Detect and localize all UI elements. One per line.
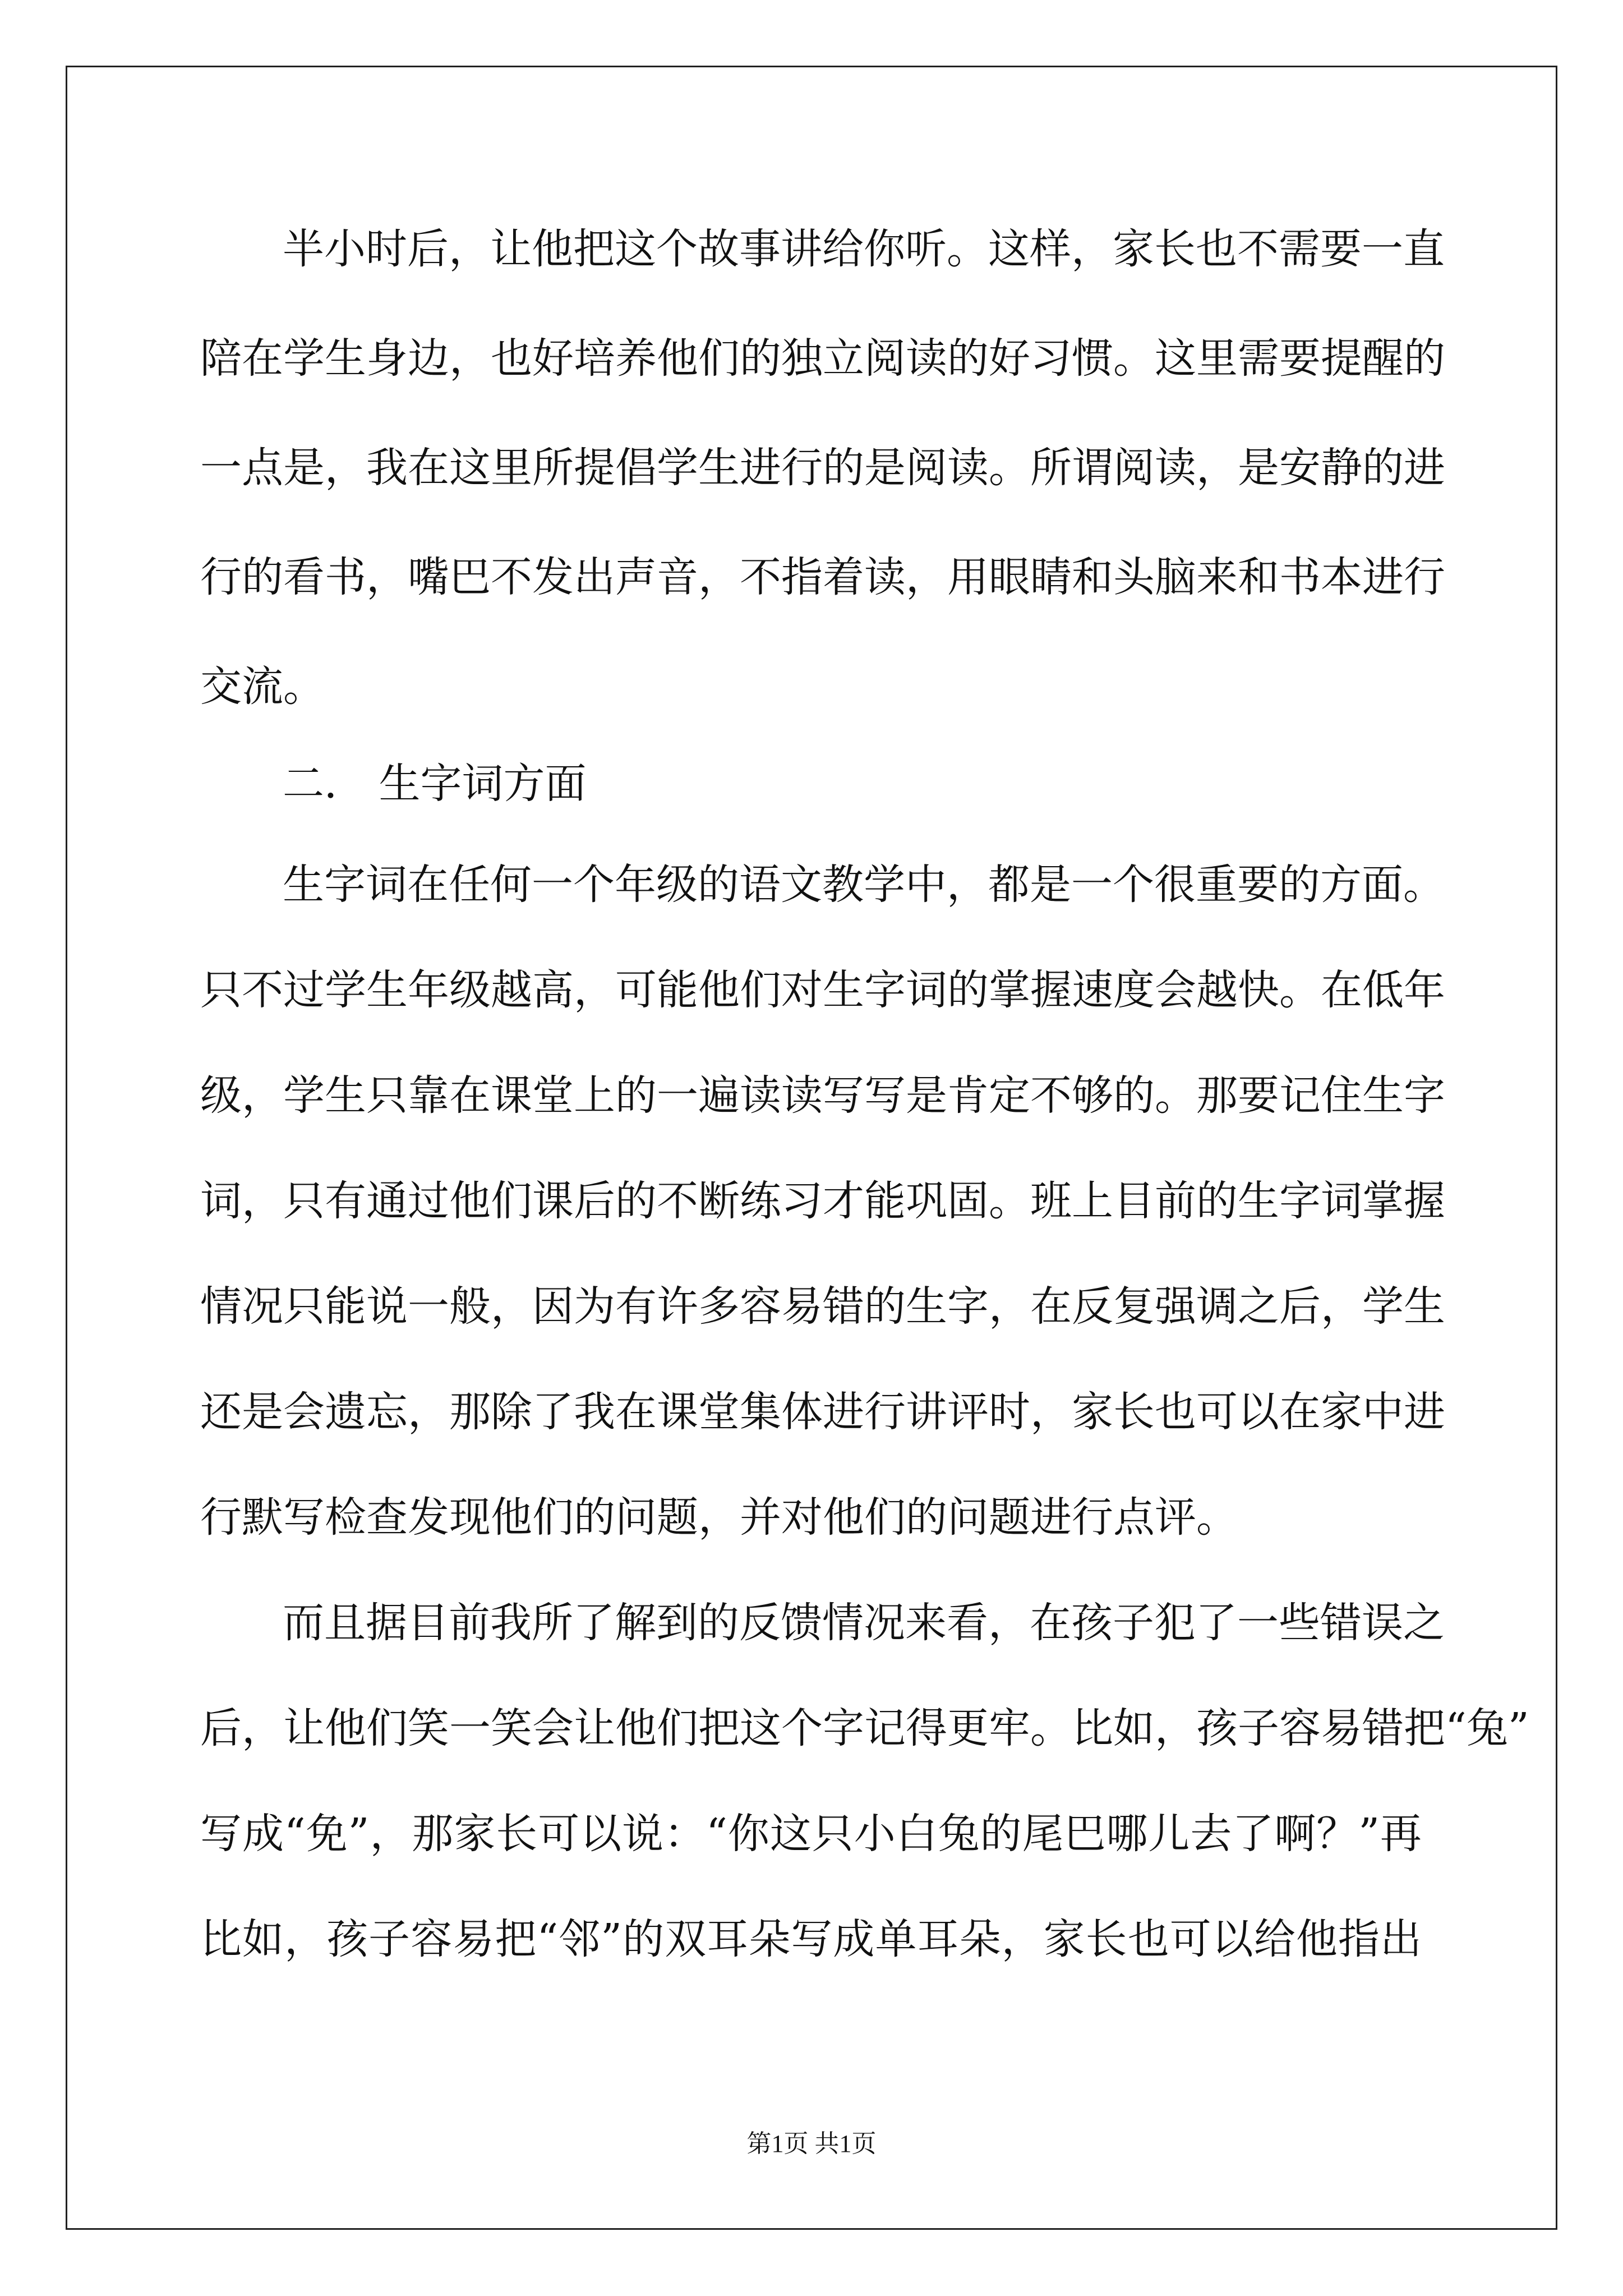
paragraph-3-line-4: 比如，孩子容易把“邻”的双耳朵写成单耳朵，家长也可以给他指出	[200, 1915, 1422, 1963]
paragraph-3-line-2: 后，让他们笑一笑会让他们把这个字记得更牢。比如，孩子容易错把“兔”	[200, 1704, 1529, 1752]
paragraph-2-line-3: 级，学生只靠在课堂上的一遍读读写写是肯定不够的。那要记住生字	[200, 1071, 1445, 1120]
paragraph-3-line-1: 而且据目前我所了解到的反馈情况来看，在孩子犯了一些错误之	[283, 1599, 1445, 1647]
section-heading: 二． 生字词方面	[283, 760, 587, 808]
paragraph-1-line-5: 交流。	[200, 662, 325, 711]
paragraph-2-line-5: 情况只能说一般，因为有许多容易错的生字，在反复强调之后，学生	[200, 1282, 1445, 1331]
page-border	[66, 66, 1557, 2230]
paragraph-2-line-1: 生字词在任何一个年级的语文教学中，都是一个很重要的方面。	[283, 861, 1445, 909]
paragraph-1-line-3: 一点是，我在这里所提倡学生进行的是阅读。所谓阅读，是安静的进	[200, 444, 1445, 492]
paragraph-1-line-1: 半小时后，让他把这个故事讲给你听。这样，家长也不需要一直	[283, 225, 1445, 273]
paragraph-3-line-3: 写成“免”，那家长可以说：“你这只小白兔的尾巴哪儿去了啊？”再	[200, 1810, 1422, 1858]
paragraph-1-line-4: 行的看书，嘴巴不发出声音，不指着读，用眼睛和头脑来和书本进行	[200, 553, 1445, 601]
page-number: 第1页 共1页	[746, 2130, 877, 2157]
paragraph-2-line-4: 词，只有通过他们课后的不断练习才能巩固。班上目前的生字词掌握	[200, 1177, 1445, 1225]
paragraph-2-line-2: 只不过学生年级越高，可能他们对生字词的掌握速度会越快。在低年	[200, 966, 1445, 1014]
paragraph-2-line-6: 还是会遗忘，那除了我在课堂集体进行讲评时，家长也可以在家中进	[200, 1388, 1445, 1436]
paragraph-1-line-2: 陪在学生身边，也好培养他们的独立阅读的好习惯。这里需要提醒的	[200, 334, 1445, 383]
paragraph-2-line-7: 行默写检查发现他们的问题，并对他们的问题进行点评。	[200, 1493, 1238, 1542]
